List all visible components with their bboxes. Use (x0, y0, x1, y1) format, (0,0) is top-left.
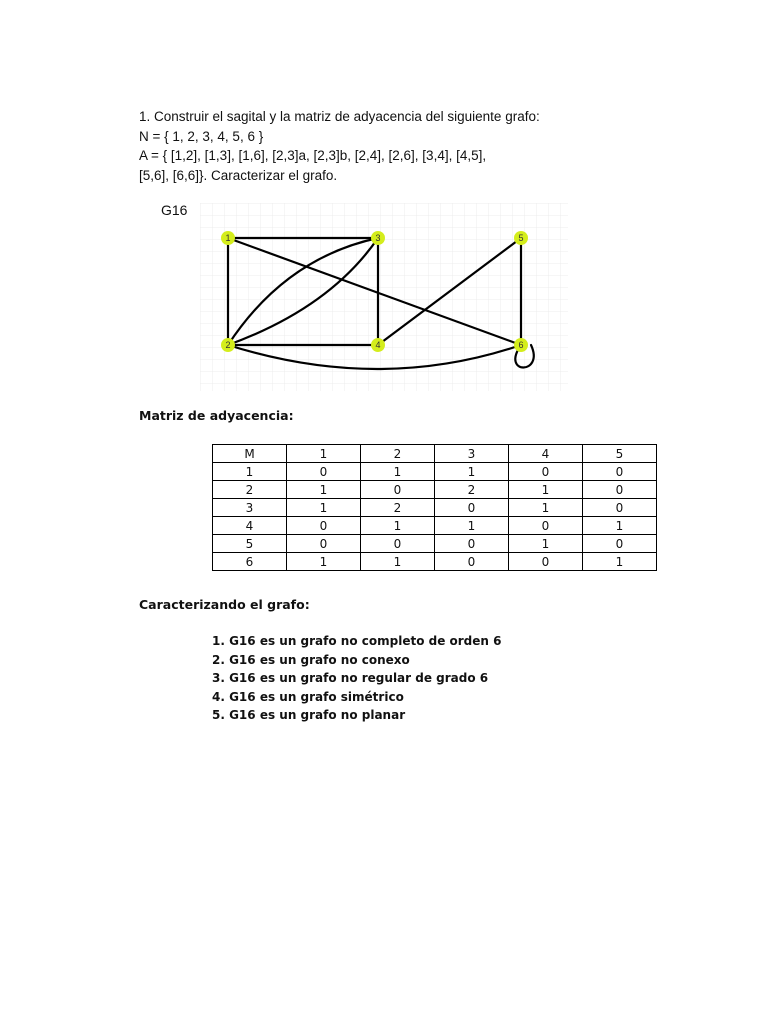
matrix-title: Matriz de adyacencia: (139, 408, 294, 423)
properties-list (212, 632, 501, 725)
matrix-cell: 0 (583, 481, 657, 499)
matrix-header-cell: 3 (435, 445, 509, 463)
matrix-row (213, 517, 657, 535)
matrix-cell: 0 (509, 463, 583, 481)
matrix-cell: 0 (287, 535, 361, 553)
property-item: 3. G16 es un grafo no regular de grado 6 (212, 671, 489, 685)
problem-line-1: 1. Construir el sagital y la matriz de adyacencia del siguiente grafo: (139, 109, 540, 124)
matrix-cell: 6 (213, 553, 287, 571)
matrix-cell: 0 (361, 535, 435, 553)
property-item: 5. G16 es un grafo no planar (212, 708, 406, 722)
matrix-cell: 0 (435, 553, 509, 571)
adjacency-matrix (212, 444, 657, 571)
matrix-cell: 1 (435, 463, 509, 481)
node-label: 3 (375, 233, 381, 243)
matrix-cell: 1 (287, 499, 361, 517)
property-item: 2. G16 es un grafo no conexo (212, 652, 410, 667)
matrix-cell: 1 (213, 463, 287, 481)
matrix-cell: 1 (509, 481, 583, 499)
node-label: 6 (518, 340, 524, 350)
matrix-cell: 2 (213, 481, 287, 499)
matrix-header-cell: M (213, 445, 287, 463)
matrix-cell: 2 (361, 499, 435, 517)
graph-label: G16 (161, 202, 188, 218)
problem-line-4: [5,6], [6,6]}. Caracterizar el grafo. (139, 167, 338, 183)
matrix-row (213, 553, 657, 571)
matrix-header-cell: 4 (509, 445, 583, 463)
matrix-cell: 3 (213, 499, 287, 517)
matrix-header-cell: 2 (361, 445, 435, 463)
node-label: 4 (375, 340, 381, 350)
graph-diagram (200, 203, 568, 391)
matrix-cell: 0 (435, 535, 509, 553)
matrix-cell: 4 (213, 517, 287, 535)
graph-grid (200, 203, 568, 391)
matrix-cell: 0 (509, 553, 583, 571)
characterization-title: Caracterizando el grafo: (139, 597, 310, 612)
matrix-cell: 1 (361, 517, 435, 535)
graph-node-5 (514, 231, 528, 245)
graph-node-1 (221, 231, 235, 245)
matrix-cell: 0 (583, 499, 657, 517)
matrix-cell: 1 (509, 499, 583, 517)
matrix-cell: 0 (287, 517, 361, 535)
matrix-cell: 1 (583, 553, 657, 571)
node-label: 2 (225, 340, 231, 350)
matrix-cell: 5 (213, 535, 287, 553)
graph-node-3 (371, 231, 385, 245)
matrix-header-cell: 5 (583, 445, 657, 463)
problem-statement (139, 107, 699, 185)
matrix-row (213, 481, 657, 499)
matrix-cell: 1 (287, 481, 361, 499)
node-label: 5 (518, 233, 524, 243)
matrix-cell: 1 (361, 553, 435, 571)
matrix-cell: 1 (583, 517, 657, 535)
matrix-cell: 0 (435, 499, 509, 517)
node-label: 1 (225, 233, 231, 243)
problem-line-2: N = { 1, 2, 3, 4, 5, 6 } (139, 128, 264, 144)
matrix-cell: 1 (361, 463, 435, 481)
matrix-cell: 0 (509, 517, 583, 535)
graph-node-6 (514, 338, 528, 352)
matrix-header-row (213, 445, 657, 463)
property-item: 4. G16 es un grafo simétrico (212, 689, 404, 704)
matrix-cell: 0 (361, 481, 435, 499)
matrix-row (213, 463, 657, 481)
matrix-cell: 0 (583, 463, 657, 481)
property-item: 1. G16 es un grafo no completo de orden 6 (212, 634, 502, 648)
matrix-cell: 1 (435, 517, 509, 535)
graph-node-2 (221, 338, 235, 352)
matrix-cell: 2 (435, 481, 509, 499)
graph-node-4 (371, 338, 385, 352)
matrix-cell: 0 (583, 535, 657, 553)
problem-line-3: A = { [1,2], [1,3], [1,6], [2,3]a, [2,3]b, [2,4], [2,6], [3,4], [4,5], (139, 148, 487, 163)
matrix-cell: 0 (287, 463, 361, 481)
matrix-header-cell: 1 (287, 445, 361, 463)
graph-svg (200, 203, 568, 391)
matrix-cell: 1 (509, 535, 583, 553)
matrix-row (213, 535, 657, 553)
matrix-cell: 1 (287, 553, 361, 571)
matrix-row (213, 499, 657, 517)
